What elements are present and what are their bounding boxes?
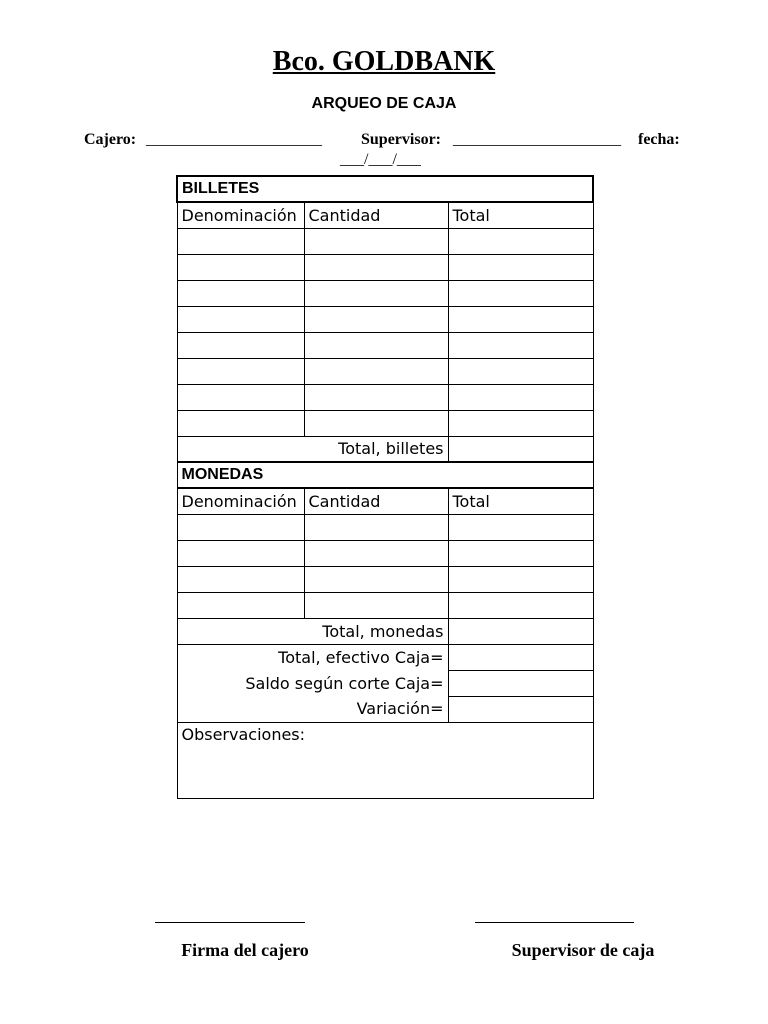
total-cell[interactable] [448, 384, 593, 410]
efectivo-row [177, 644, 593, 670]
cantidad-cell[interactable] [304, 384, 448, 410]
saldo-row [177, 670, 593, 696]
table-row [177, 254, 593, 280]
denominacion-cell[interactable] [177, 254, 304, 280]
total-cell[interactable] [448, 358, 593, 384]
denominacion-cell[interactable] [177, 306, 304, 332]
cantidad-cell[interactable] [304, 540, 448, 566]
denominacion-cell[interactable] [177, 592, 304, 618]
billetes-section-label: BILLETES [177, 176, 593, 202]
observaciones-label: Observaciones: [181, 724, 306, 744]
table-row [177, 566, 593, 592]
table-row [177, 592, 593, 618]
billetes-section-row [177, 176, 593, 202]
billetes-col-cantidad: Cantidad [304, 202, 448, 228]
total-cell[interactable] [448, 280, 593, 306]
cajero-label: Cajero: [84, 131, 137, 148]
denominacion-cell[interactable] [177, 332, 304, 358]
denominacion-cell[interactable] [177, 540, 304, 566]
monedas-section-row [177, 462, 593, 488]
variacion-row [177, 696, 593, 722]
billetes-total-label: Total, billetes [177, 436, 448, 462]
total-cell[interactable] [448, 306, 593, 332]
monedas-total-cell[interactable] [448, 618, 593, 644]
billetes-total-cell[interactable] [448, 436, 593, 462]
table-row [177, 228, 593, 254]
billetes-col-total: Total [448, 202, 593, 228]
denominacion-cell[interactable] [177, 384, 304, 410]
fecha-label: fecha: [638, 131, 680, 148]
cantidad-cell[interactable] [304, 514, 448, 540]
table-row [177, 410, 593, 436]
monedas-col-cantidad: Cantidad [304, 488, 448, 514]
total-cell[interactable] [448, 254, 593, 280]
cantidad-cell[interactable] [304, 228, 448, 254]
variacion-label: Variación= [177, 696, 448, 722]
total-cell[interactable] [448, 514, 593, 540]
table-row [177, 306, 593, 332]
monedas-col-total: Total [448, 488, 593, 514]
table-row [177, 384, 593, 410]
efectivo-label: Total, efectivo Caja= [177, 644, 448, 670]
cantidad-cell[interactable] [304, 566, 448, 592]
observaciones-field[interactable] [177, 722, 593, 798]
billetes-col-denominacion: Denominación [177, 202, 304, 228]
monedas-section-label: MONEDAS [177, 462, 593, 488]
total-cell[interactable] [448, 410, 593, 436]
fecha-field[interactable]: ___/___/___ [340, 151, 421, 168]
cantidad-cell[interactable] [304, 592, 448, 618]
denominacion-cell[interactable] [177, 280, 304, 306]
supervisor-label: Supervisor: [361, 131, 441, 148]
table-row [177, 514, 593, 540]
saldo-cell[interactable] [448, 670, 593, 696]
cantidad-cell[interactable] [304, 332, 448, 358]
variacion-cell[interactable] [448, 696, 593, 722]
total-cell[interactable] [448, 540, 593, 566]
efectivo-cell[interactable] [448, 644, 593, 670]
table-row [177, 540, 593, 566]
cantidad-cell[interactable] [304, 410, 448, 436]
cajero-signature-label: Firma del cajero [181, 940, 309, 960]
billetes-total-row [177, 436, 593, 462]
supervisor-signature-label: Supervisor de caja [511, 940, 655, 960]
table-row [177, 332, 593, 358]
total-cell[interactable] [448, 566, 593, 592]
monedas-header-row [177, 488, 593, 514]
total-cell[interactable] [448, 228, 593, 254]
saldo-label: Saldo según corte Caja= [177, 670, 448, 696]
total-cell[interactable] [448, 592, 593, 618]
denominacion-cell[interactable] [177, 228, 304, 254]
denominacion-cell[interactable] [177, 358, 304, 384]
denominacion-cell[interactable] [177, 566, 304, 592]
cantidad-cell[interactable] [304, 254, 448, 280]
monedas-total-row [177, 618, 593, 644]
supervisor-signature-line[interactable] [475, 922, 634, 923]
cantidad-cell[interactable] [304, 306, 448, 332]
form-subtitle: ARQUEO DE CAJA [311, 95, 457, 112]
cantidad-cell[interactable] [304, 358, 448, 384]
denominacion-cell[interactable] [177, 514, 304, 540]
billetes-header-row [177, 202, 593, 228]
bank-title: Bco. GOLDBANK [272, 46, 496, 77]
table-row [177, 280, 593, 306]
cajero-field[interactable]: ______________________ [146, 131, 322, 148]
total-cell[interactable] [448, 332, 593, 358]
observaciones-row [177, 722, 593, 798]
cajero-signature-line[interactable] [155, 922, 305, 923]
denominacion-cell[interactable] [177, 410, 304, 436]
supervisor-field[interactable]: _____________________ [453, 131, 621, 148]
monedas-total-label: Total, monedas [177, 618, 448, 644]
table-row [177, 358, 593, 384]
monedas-col-denominacion: Denominación [177, 488, 304, 514]
arqueo-table [176, 175, 594, 799]
cantidad-cell[interactable] [304, 280, 448, 306]
